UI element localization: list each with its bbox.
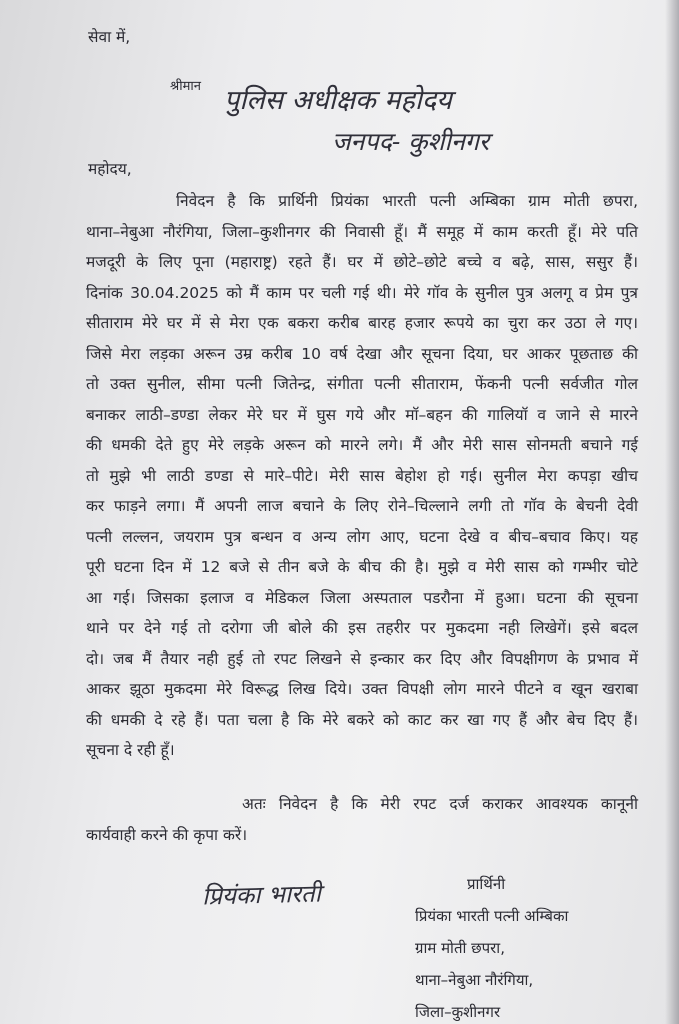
body-line: बनाकर लाठी–डण्डा लेकर मेरे घर में घुस गये और मॉ–बहन की गालियॉ व जाने से मारने bbox=[86, 405, 638, 424]
body-line: पत्नी लल्लन, जयराम पुत्र बन्धन व अन्य लोग आए, घटना देखे व बीच–बचाव किए। यह bbox=[86, 527, 638, 546]
addressee-district-handwritten: जनपद- कुशीनगर bbox=[332, 127, 490, 156]
body-line: दो। जब मैं तैयार नही हुई तो रपट लिखने से इन्कार कर दिए और विपक्षीगण के प्रभाव में bbox=[86, 649, 638, 668]
sender-title: प्रार्थिनी bbox=[467, 875, 506, 893]
body-line: जिसे मेरा लड़का अरून उम्र करीब 10 वर्ष देखा और सूचना दिया, घर आकर पूछताछ की bbox=[86, 344, 638, 363]
body-line: आ गई। जिसका इलाज व मेडिकल जिला अस्पताल पडरौना में हुआ। घटना की सूचना bbox=[86, 588, 638, 607]
sender-district: जिला–कुशीनगर bbox=[415, 1003, 501, 1021]
closing-paragraph bbox=[86, 789, 638, 850]
body-line: की धमकी दे रहे हैं। पता चला है कि मेरे बकरे को काट कर खा गए हैं और बेच दिए हैं। bbox=[86, 710, 638, 729]
body-line: सीताराम मेरे घर में से मेरा एक बकरा करीब बारह हजार रूपये का चुरा कर उठा ले गए। bbox=[86, 314, 638, 332]
salutation: सेवा में, bbox=[88, 28, 131, 46]
closing-line: कार्यवाही करने की कृपा करें। bbox=[86, 825, 248, 844]
sender-police-station: थाना–नेबुआ नौरंगिया, bbox=[415, 971, 534, 989]
body-line: तो मुझे भी लाठी डण्डा से मारे–पीटे। मेरी सास बेहोश हो गई। सुनील मेरा कपड़ा खीच bbox=[86, 466, 638, 485]
sender-village: ग्राम मोती छपरा, bbox=[415, 939, 505, 957]
body-line: पूरी घटना दिन में 12 बजे से तीन बजे के बीच की है। मुझे व मेरी सास को गम्भीर चोटे bbox=[86, 558, 638, 576]
body-line: निवेदन है कि प्रार्थिनी प्रियंका भारती पत्नी अम्बिका ग्राम मोती छपरा, bbox=[176, 192, 638, 210]
addressee-title-handwritten: पुलिस अधीक्षक महोदय bbox=[224, 85, 452, 116]
body-line: थाने पर देने गई तो दरोगा जी बोले की इस तहरीर पर मुकदमा नही लिखेगें। इसे बदल bbox=[86, 619, 638, 637]
addressee-prefix: श्रीमान bbox=[170, 79, 201, 94]
body-line: मजदूरी के लिए पूना (महाराष्ट्र) रहते हैं। घर में छोटे–छोटे बच्चे व बढ़े, सास, ससुर हैं। bbox=[86, 253, 638, 271]
page-edge-shadow bbox=[665, 0, 679, 1024]
body-line: आकर झूठा मुकदमा मेरे विरूद्ध लिख दिये। उक्त विपक्षी लोग मारने पीटने व खून खराबा bbox=[86, 680, 638, 698]
closing-line: अतः निवेदन है कि मेरी रपट दर्ज कराकर आवश्यक कानूनी bbox=[242, 795, 638, 813]
greeting: महोदय, bbox=[88, 160, 132, 178]
signature-handwritten: प्रियंका भारती bbox=[201, 879, 322, 911]
body-line: की धमकी देते हुए मेरे लड़के अरून को मारने लगे। मैं और मेरी सास सोनमती बचाने गई bbox=[86, 436, 638, 454]
sender-name: प्रियंका भारती पत्नी अम्बिका bbox=[415, 907, 569, 925]
body-line: थाना–नेबुआ नौरंगिया, जिला–कुशीनगर की निवासी हूँ। मैं समूह में काम करती हूँ। मेरे पति bbox=[86, 222, 638, 241]
body-line: तो उक्त सुनील, सीमा पत्नी जितेन्द्र, संगीता पत्नी सीताराम, फेंकनी पत्नी सर्वजीत गोल bbox=[86, 375, 638, 393]
body-paragraph bbox=[86, 186, 638, 766]
body-line: कर फाड़ने लगा। मैं अपनी लाज बचाने के लिए रोने–चिल्लाने लगी तो गॉव के बेचनी देवी bbox=[86, 497, 638, 515]
body-line: सूचना दे रही हूँ। bbox=[86, 741, 175, 759]
body-line: दिनांक 30.04.2025 को मैं काम पर चली गई थी। मेरे गॉव के सुनील पुत्र अलगू व प्रेम पुत्र bbox=[86, 283, 638, 302]
sender-block bbox=[415, 868, 568, 1024]
